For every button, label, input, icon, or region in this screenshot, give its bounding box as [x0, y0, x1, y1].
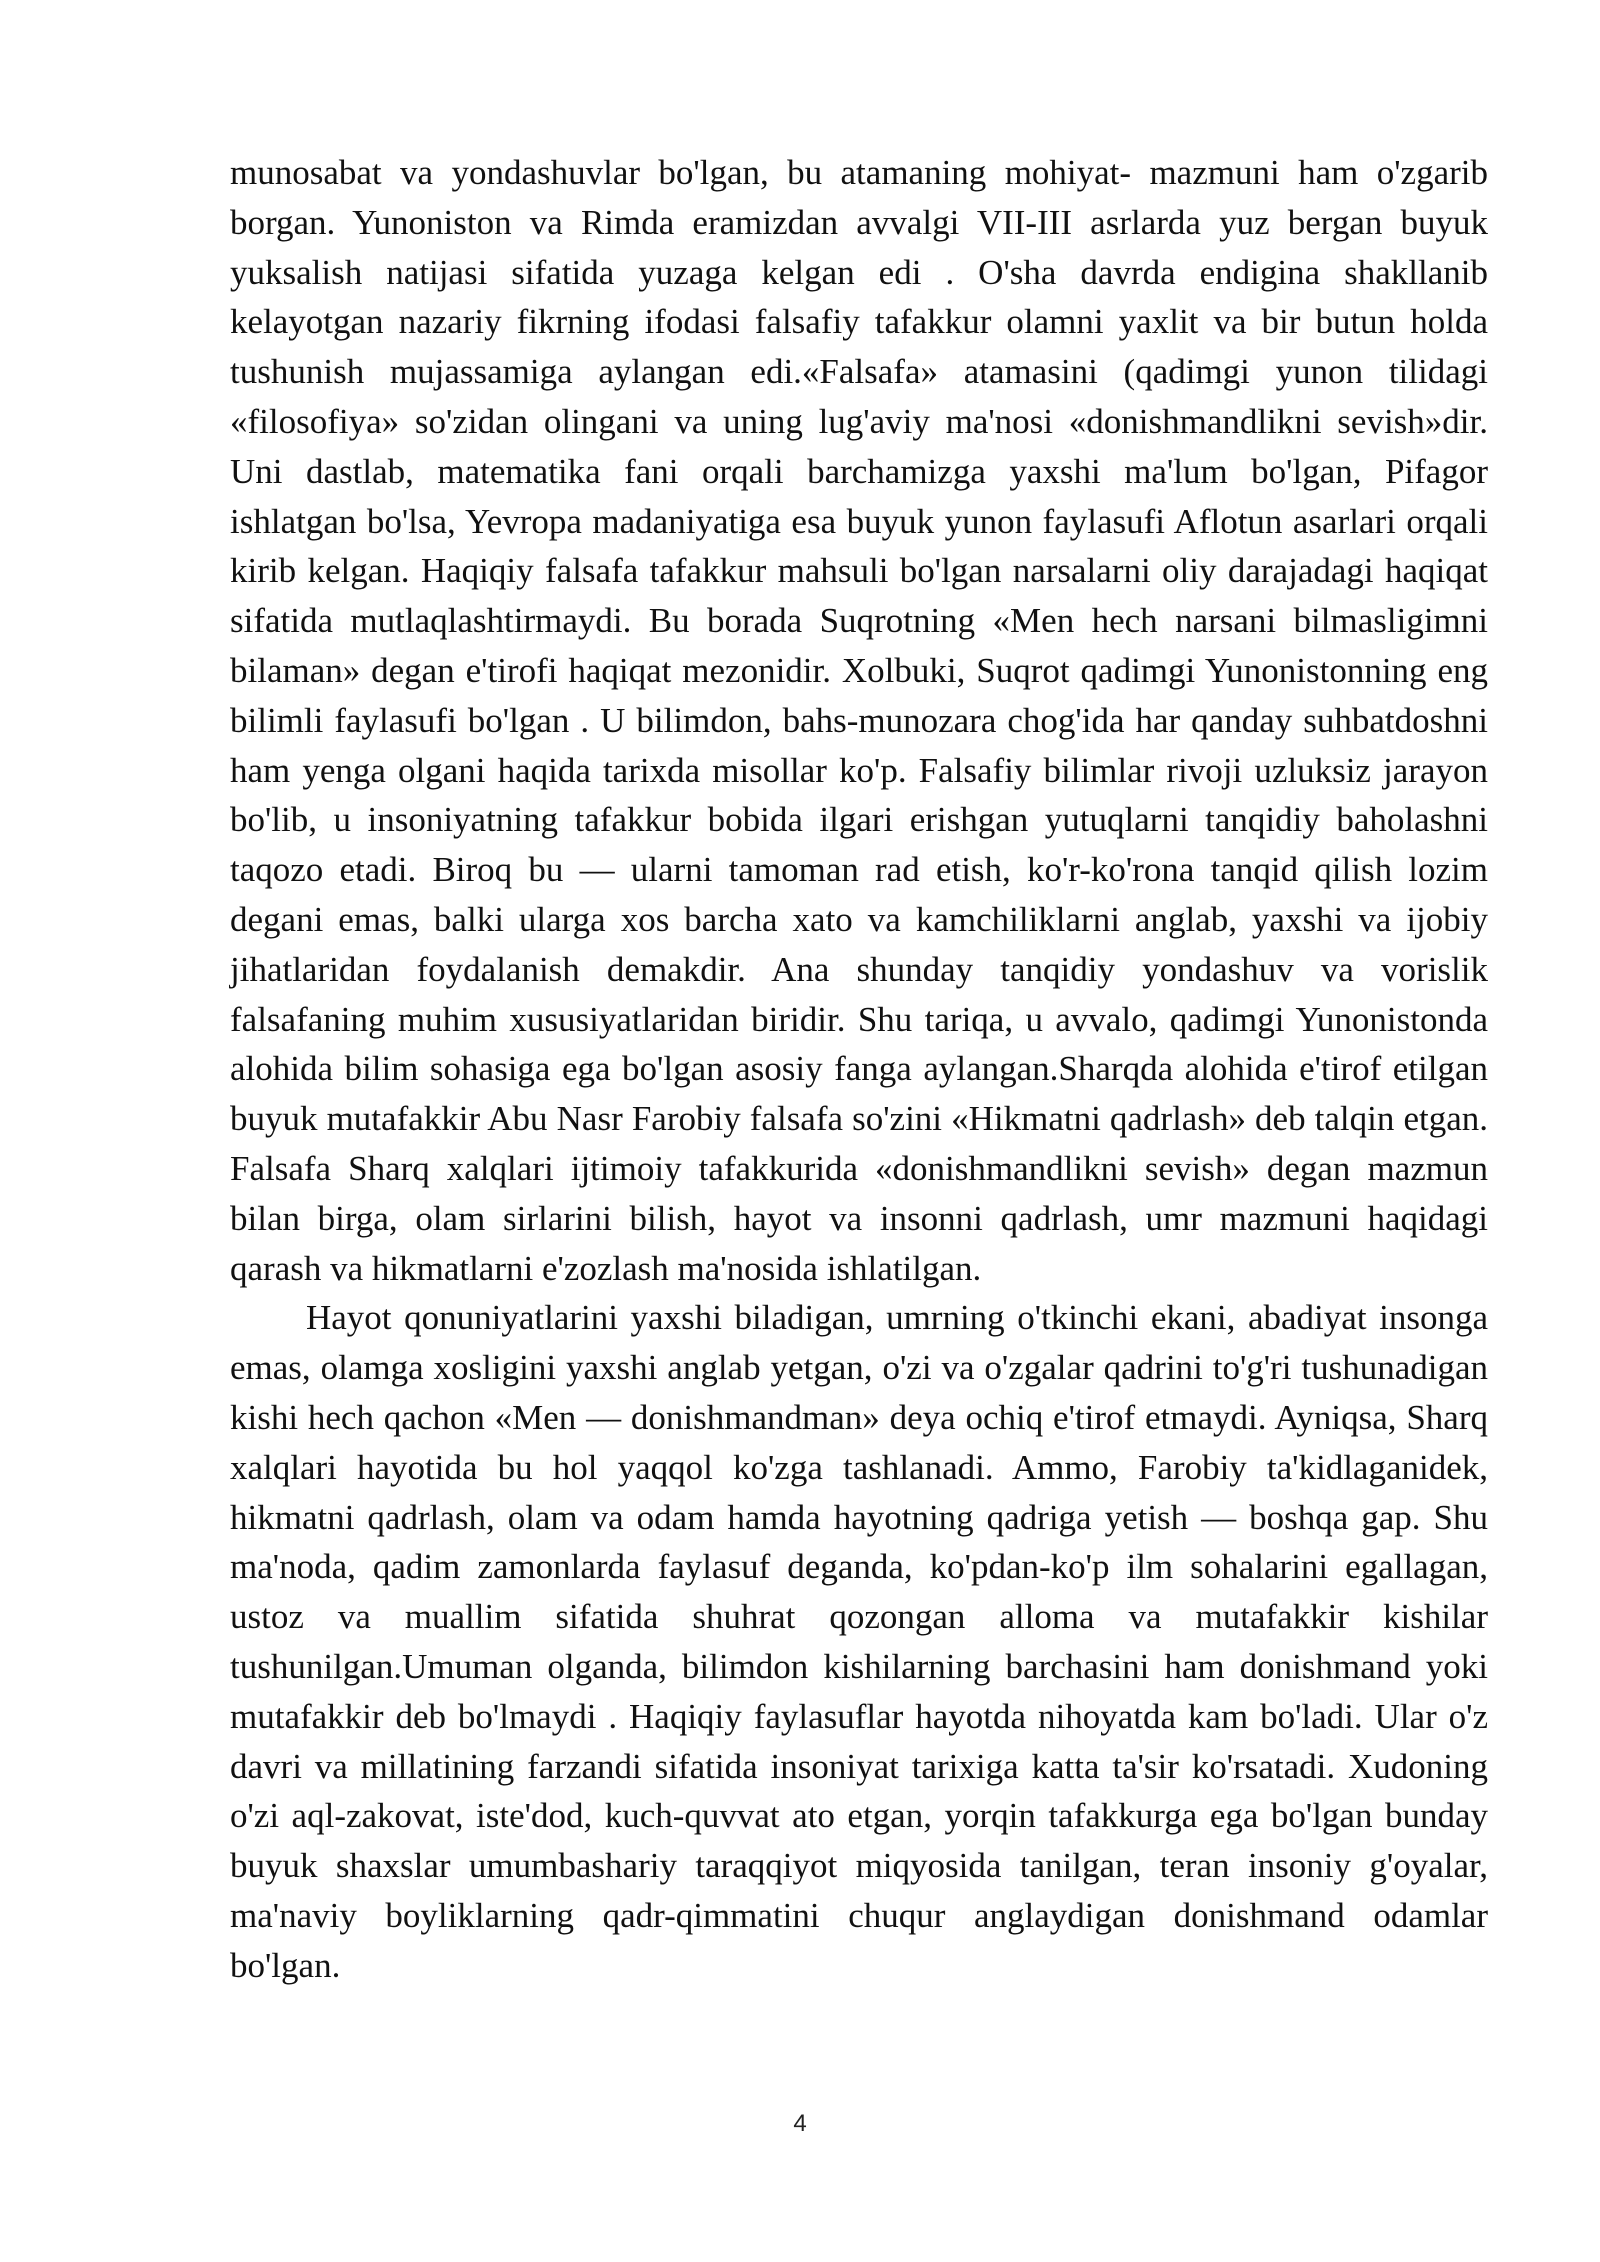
paragraph-2: Hayot qonuniyatlarini yaxshi biladigan, umrning o'tkinchi ekani, abadiyat insonga emas, olamga xosligini yaxshi anglab yetgan, o'zi va o'zgalar qadrini to'g'ri tushunadigan kishi hech qachon «Men — donishmandman» deya ochiq e'tirof etmaydi. Ayniqsa, Sharq xalqlari hayotida bu hol yaqqol ko'zga tashlanadi. Ammo, Farobiy ta'kidlaganidek, hikmatni qadrlash, olam va odam hamda hayotning qadriga yetish — boshqa gap. Shu ma'noda, qadim zamonlarda faylasuf deganda, ko'pdan-ko'p ilm sohalarini egallagan, ustoz va muallim sifatida shuhrat qozongan alloma va mutafakkir kishilar tushunilgan.Umuman olganda, bilimdon kishilarning barchasini ham donishmand yoki mutafakkir deb bo'lmaydi . Haqiqiy faylasuflar hayotda nihoyatda kam bo'ladi. Ular o'z davri va millatining farzandi sifatida insoniyat tarixiga katta ta'sir ko'rsatadi. Xudoning o'zi aql-zakovat, iste'dod, kuch-quvvat ato etgan, yorqin tafakkurga ega bo'lgan bunday buyuk shaxslar umumbashariy taraqqiyot miqyosida tanilgan, teran insoniy g'oyalar, ma'naviy boyliklarning qadr-qimmatini chuqur anglaydigan donishmand odamlar bo'lgan. — [230, 1298, 1488, 1985]
body-text — [230, 148, 1488, 1990]
page-number: 4 — [793, 2110, 807, 2137]
paragraph-1: munosabat va yondashuvlar bo'lgan, bu atamaning mohiyat- mazmuni ham o'zgarib borgan. Yunoniston va Rimda eramizdan avvalgi VII-III asrlarda yuz bergan buyuk yuksalish natijasi sifatida yuzaga kelgan edi . O'sha davrda endigina shakllanib kelayotgan nazariy fikrning ifodasi falsafiy tafakkur olamni yaxlit va bir butun holda tushunish mujassamiga aylangan edi.«Falsafa» atamasini (qadimgi yunon tilidagi «filosofiya» so'zidan olingani va uning lug'aviy ma'nosi «donishmandlikni sevish»dir. Uni dastlab, matematika fani orqali barchamizga yaxshi ma'lum bo'lgan, Pifagor ishlatgan bo'lsa, Yevropa madaniyatiga esa buyuk yunon faylasufi Aflotun asarlari orqali kirib kelgan. Haqiqiy falsafa tafakkur mahsuli bo'lgan narsalarni oliy darajadagi haqiqat sifatida mutlaqlashtirmaydi. Bu borada Suqrotning «Men hech narsani bilmasligimni bilaman» degan e'tirofi haqiqat mezonidir. Xolbuki, Suqrot qadimgi Yunonistonning eng bilimli faylasufi bo'lgan . U bilimdon, bahs-munozara chog'ida har qanday suhbatdoshni ham yenga olgani haqida tarixda misollar ko'p. Falsafiy bilimlar rivoji uzluksiz jarayon bo'lib, u insoniyatning tafakkur bobida ilgari erishgan yutuqlarni tanqidiy baholashni taqozo etadi. Biroq bu — ularni tamoman rad etish, ko'r-ko'rona tanqid qilish lozim degani emas, balki ularga xos barcha xato va kamchiliklarni anglab, yaxshi va ijobiy jihatlaridan foydalanish demakdir. Ana shunday tanqidiy yondashuv va vorislik falsafaning muhim xususiyatlaridan biridir. Shu tariqa, u avvalo, qadimgi Yunonistonda alohida bilim sohasiga ega bo'lgan asosiy fanga aylangan.Sharqda alohida e'tirof etilgan buyuk mutafakkir Abu Nasr Farobiy falsafa so'zini «Hikmatni qadrlash» deb talqin etgan. Falsafa Sharq xalqlari ijtimoiy tafakkurida «donishmandlikni sevish» degan mazmun bilan birga, olam sirlarini bilish, hayot va insonni qadrlash, umr mazmuni haqidagi qarash va hikmatlarni e'zozlash ma'nosida ishlatilgan. — [230, 153, 1488, 1288]
